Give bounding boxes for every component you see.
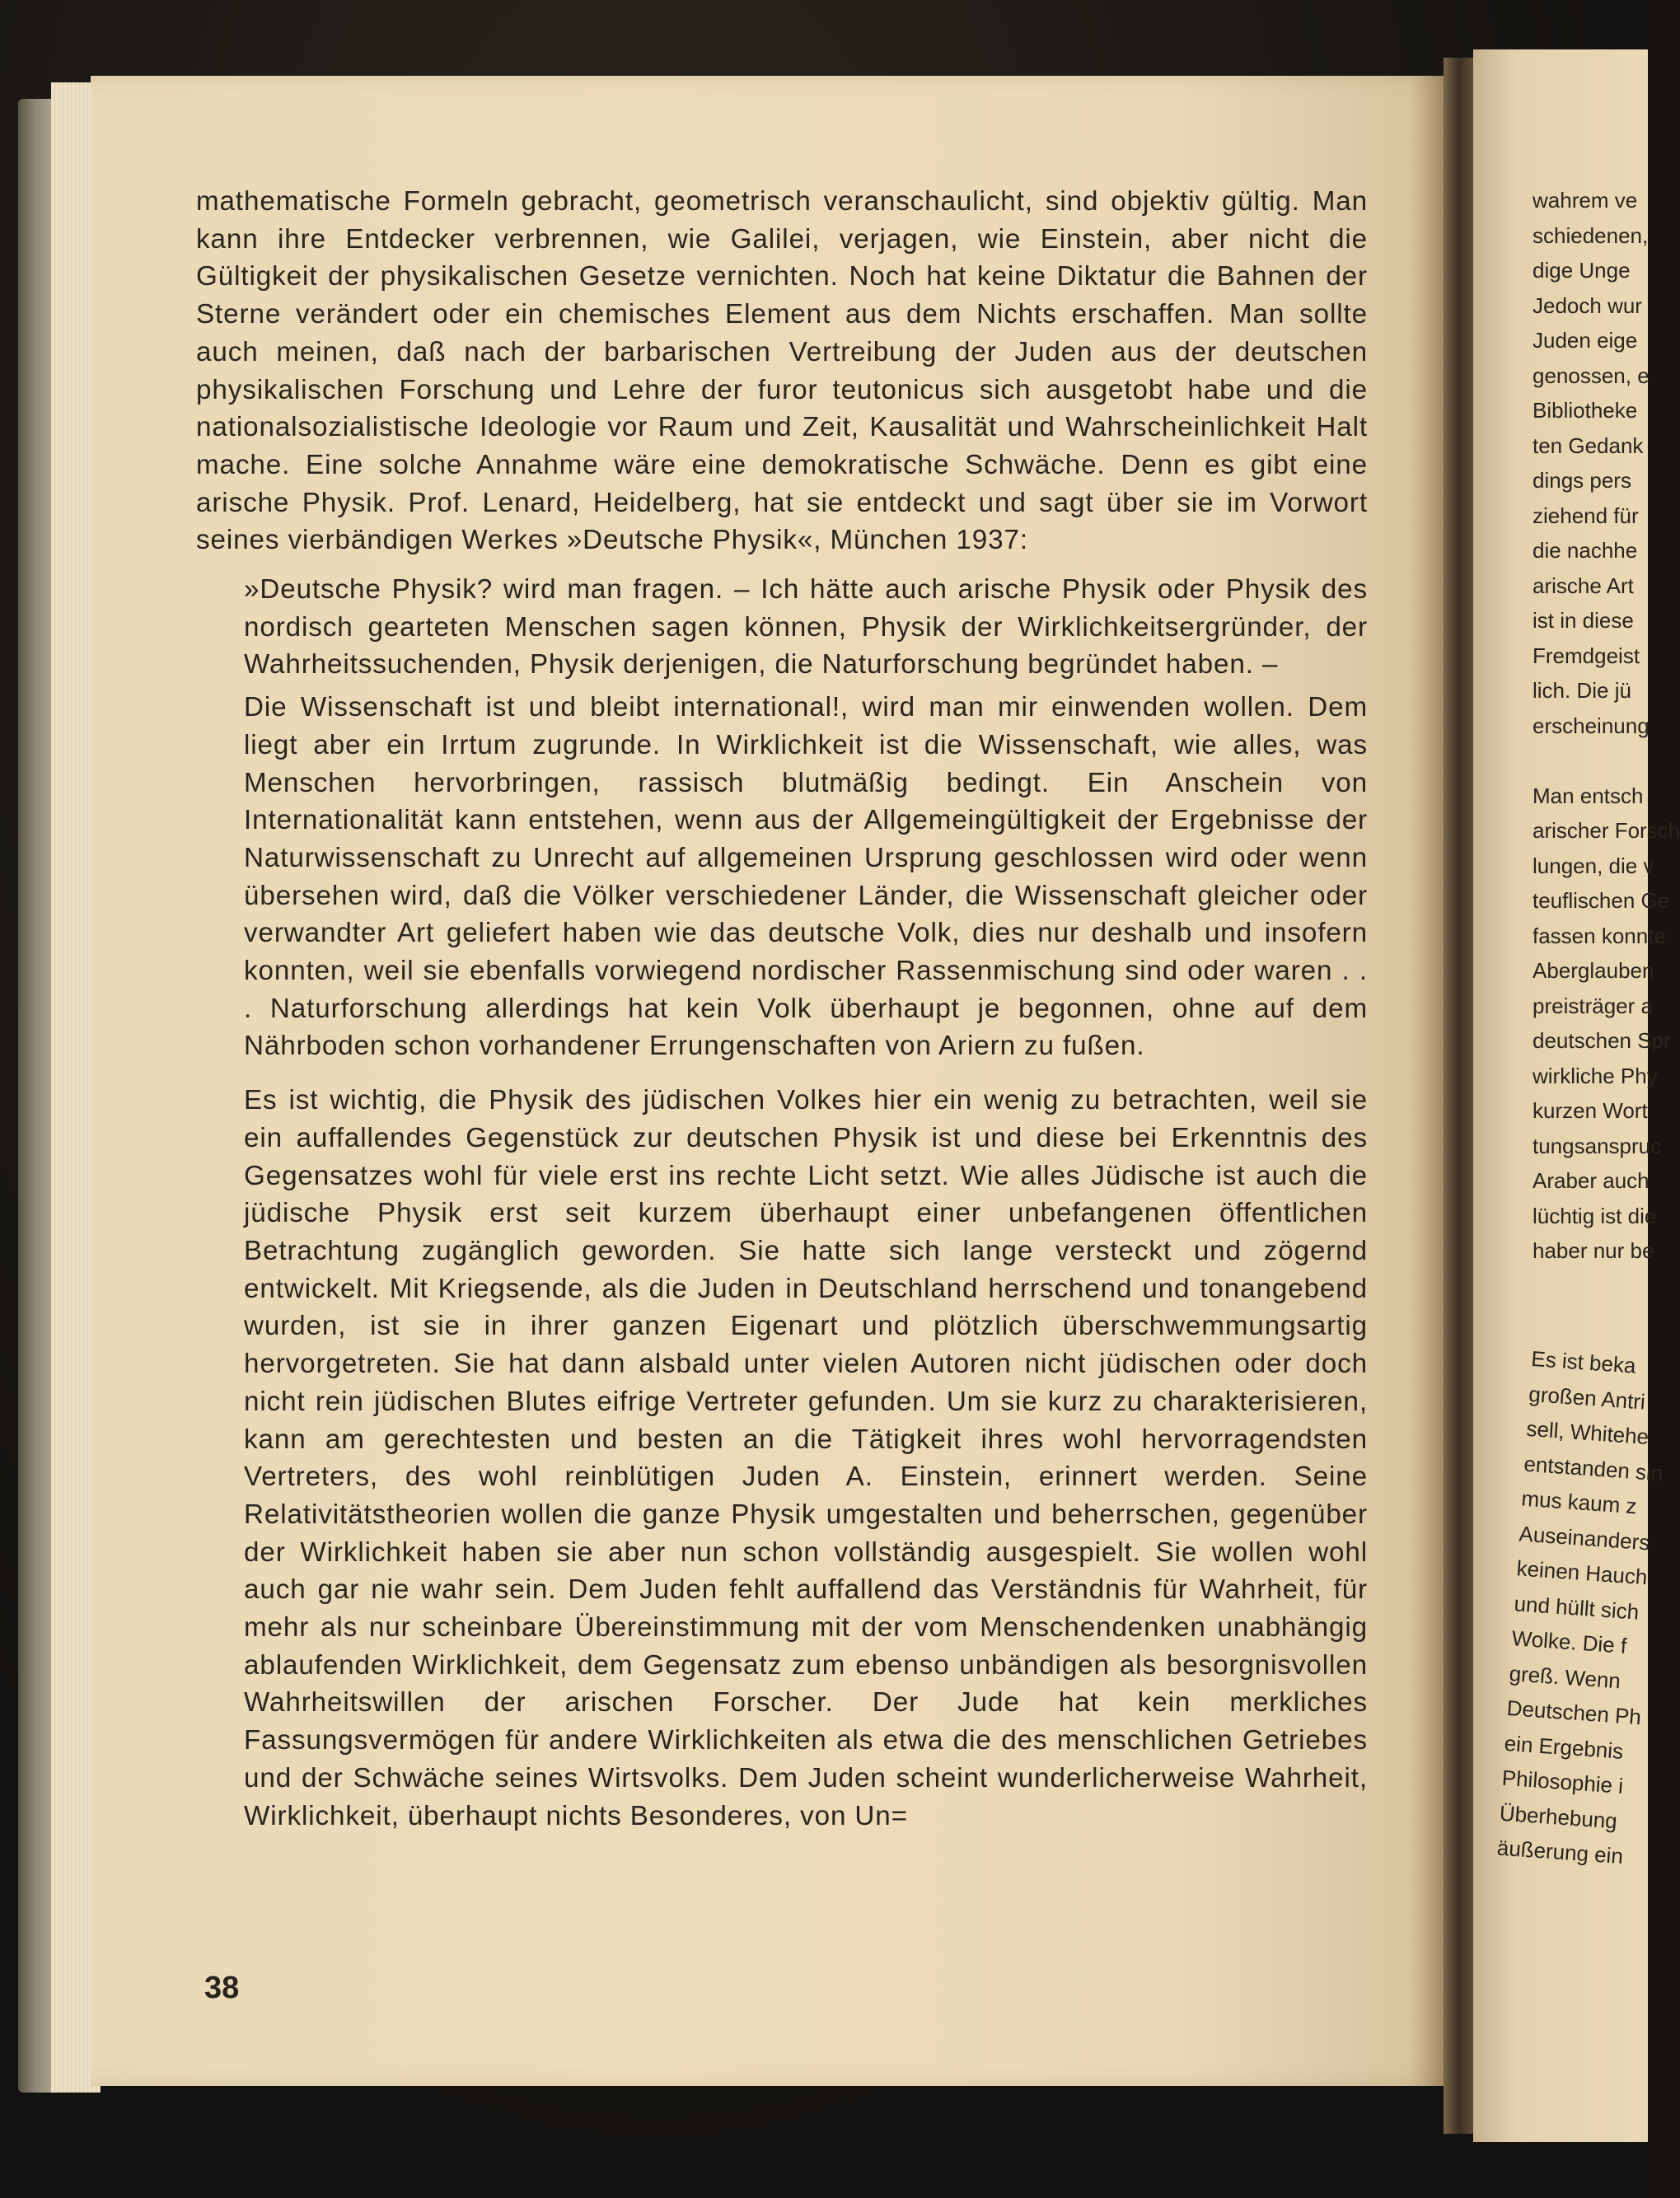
facing-page-line: Juden eige — [1533, 328, 1638, 353]
facing-page-line — [1533, 743, 1648, 779]
facing-page-line: greß. Wenn — [1508, 1660, 1622, 1693]
facing-page-line: lüchtig ist die — [1533, 1203, 1657, 1228]
facing-page-line: Bibliotheke — [1533, 398, 1638, 423]
facing-page-line: Araber auch — [1533, 1168, 1650, 1193]
facing-page-line: haber nur be — [1533, 1238, 1654, 1263]
facing-page-line: Auseinanders — [1518, 1520, 1651, 1555]
facing-page-line: Man entsch — [1533, 783, 1644, 808]
quote-paragraph-2: Die Wissenschaft ist und bleibt international!, wird man mir einwenden wollen. Dem liegt aber ein Irrtum zugrunde. In Wirklichkeit ist die Wissenschaft, wie alles, was Menschen hervorbringen, rassisch blutmäßig bedingt. Ein Anschein von Internationalität kann entstehen, wenn aus der Allgemeingültigkeit der Ergebnisse der Naturwissenschaft zu Unrecht auf allgemeinen Ursprung geschlossen wird oder wenn übersehen wird, daß die Völker verschiedener Länder, die Wissenschaft gleicher oder verwandter Art geliefert haben wie das deutsche Volk, dies nur deshalb und insofern konnten, weil sie ebenfalls vorwiegend nordischer Rassenmischung sind oder waren . . . Naturforschung allerdings hat kein Volk überhaupt je begonnen, ohne auf dem Nährboden schon vorhandener Errungenschaften von Ariern zu fußen. — [244, 692, 1368, 1062]
facing-page-line: und hüllt sich — [1513, 1590, 1640, 1625]
facing-page-line: Wolke. Die f — [1510, 1625, 1628, 1658]
quote-paragraph-3: Es ist wichtig, die Physik des jüdischen Volkes hier ein wenig zu betrachten, weil sie ein auffallendes Gegenstück zur deutschen Physik ist und diese bei Erkenntnis des Gegensatzes wohl für viele erst ins rechte Licht setzt. Wie alles Jüdische ist auch die jüdische Physik erst seit kurzem überhaupt einer unbefangenen öffentlichen Betrachtung zugänglich geworden. Sie hatte sich lange versteckt und zögernd entwickelt. Mit Kriegsende, als die Juden in Deutschland herrschend und tonangebend wurden, ist sie in ihrer ganzen Eigenart und plötzlich überschwemmungsartig hervorgetreten. Sie hat dann alsbald unter vielen Autoren nicht jüdischen oder doch nicht rein jüdischen Blutes eifrige Vertreter gefunden. Um sie kurz zu charakterisieren, kann am gerechtesten und besten an die Tätigkeit ihres wohl hervorragendsten Vertreters, des wohl reinblütigen Juden A. Einstein, erinnert werden. Seine Relativitätstheorien wollen die ganze Physik umgestalten und beherrschen, gegenüber der Wirklichkeit haben sie aber nun schon vollständig ausgespielt. Sie wollen wohl auch gar nie wahr sein. Dem Juden fehlt auffallend das Verständnis für Wahrheit, für mehr als nur scheinbare Übereinstimmung mit der vom Menschendenken unabhängig ablaufenden Wirklichkeit, dem Gegensatz zum ebenso unbändigen als besorgnisvollen Wahrheitswillen der arischen Forscher. Der Jude hat kein merkliches Fassungsvermögen für andere Wirklichkeiten als etwa die des menschlichen Getriebes und der Schwäche seines Wirtsvolks. Dem Juden scheint wunderlicherweise Wahrheit, Wirklichkeit, überhaupt nichts Besonderes, von Un= — [244, 1085, 1368, 1831]
facing-page-line: Fremdgeist — [1533, 643, 1640, 668]
facing-page-line: dings pers — [1533, 468, 1631, 493]
quote-paragraph-1: »Deutsche Physik? wird man fragen. – Ich hätte auch arische Physik oder Physik des nordisch gearteten Menschen sagen können, Physik der Wirklichkeitsergründer, der Wahrheitssuchenden, Physik derjenigen, die Naturforschung begründet haben. – — [244, 574, 1368, 680]
facing-page-line: Philosophie i — [1500, 1765, 1625, 1798]
facing-page-line: ziehend für — [1533, 503, 1639, 528]
facing-page-line: erscheinung — [1533, 713, 1650, 738]
page-body-text — [196, 183, 1368, 1840]
facing-page-line: tungsanspruc — [1533, 1133, 1662, 1158]
facing-page-line: äußerung ein — [1495, 1835, 1624, 1869]
facing-page-line: kurzen Wort — [1533, 1098, 1648, 1123]
paragraph-intro: mathematische Formeln gebracht, geometrisch veranschaulicht, sind objektiv gültig. Man kann ihre Entdecker verbrennen, wie Galilei, verjagen, wie Einstein, aber nicht die Gültigkeit der physikalischen Gesetze vernichten. Noch hat keine Diktatur die Bahnen der Sterne verändert oder ein chemisches Element aus dem Nichts erschaffen. Man sollte auch meinen, daß nach der barbarischen Vertreibung der Juden aus der deutschen physikalischen Forschung und Lehre der furor teutonicus sich ausgetobt habe und die nationalsozialistische Ideologie vor Raum und Zeit, Kausalität und Wahrscheinlichkeit Halt mache. Eine solche Annahme wäre eine demokratische Schwäche. Denn es gibt eine arische Physik. Prof. Lenard, Heidelberg, hat sie entdeckt und sagt über sie im Vorwort seines vierbändigen Werkes »Deutsche Physik«, München 1937: — [196, 186, 1368, 556]
facing-page-line: Deutschen Ph — [1505, 1695, 1642, 1730]
facing-page-line: entstanden sin — [1523, 1451, 1664, 1485]
facing-page-line: Aberglauben — [1533, 958, 1654, 983]
facing-page-line: ten Gedank — [1533, 433, 1644, 458]
facing-page-line: teuflischen Ge — [1533, 888, 1670, 913]
facing-page-line: Jedoch wur — [1533, 292, 1642, 318]
facing-page-line: wirkliche Phy — [1533, 1063, 1658, 1088]
facing-page-line: arischer Forsch — [1533, 818, 1680, 843]
facing-page-line: genossen, e — [1533, 362, 1650, 388]
facing-page-line: wahrem ve — [1533, 188, 1638, 213]
facing-page-line: dige Unge — [1533, 258, 1631, 283]
facing-page-line: die nachhe — [1533, 538, 1638, 563]
facing-page-line: fassen konnte — [1533, 923, 1666, 948]
facing-page-text-upper — [1533, 183, 1680, 1269]
facing-page-line: preisträger a — [1533, 993, 1653, 1018]
facing-page-line: lungen, die v — [1533, 853, 1654, 878]
page-number: 38 — [204, 1971, 240, 2005]
facing-page-line: Überhebung — [1498, 1800, 1618, 1834]
facing-page-line: Es ist beka — [1530, 1345, 1637, 1378]
facing-page-line: arische Art — [1533, 573, 1634, 598]
block-quote — [244, 571, 1368, 1835]
facing-page-line: schiedenen, — [1533, 222, 1649, 248]
facing-page-line: deutschen Spr — [1533, 1028, 1671, 1053]
facing-page-line: großen Antri — [1528, 1381, 1646, 1415]
facing-page-line: ist in diese — [1533, 608, 1634, 633]
facing-page-line: mus kaum z — [1520, 1485, 1638, 1519]
facing-page-line: keinen Hauch — [1515, 1555, 1649, 1590]
facing-page-line: lich. Die jü — [1533, 678, 1631, 703]
facing-page-line: ein Ergebnis — [1503, 1730, 1625, 1764]
facing-page-line: sell, Whitehe — [1525, 1415, 1650, 1450]
